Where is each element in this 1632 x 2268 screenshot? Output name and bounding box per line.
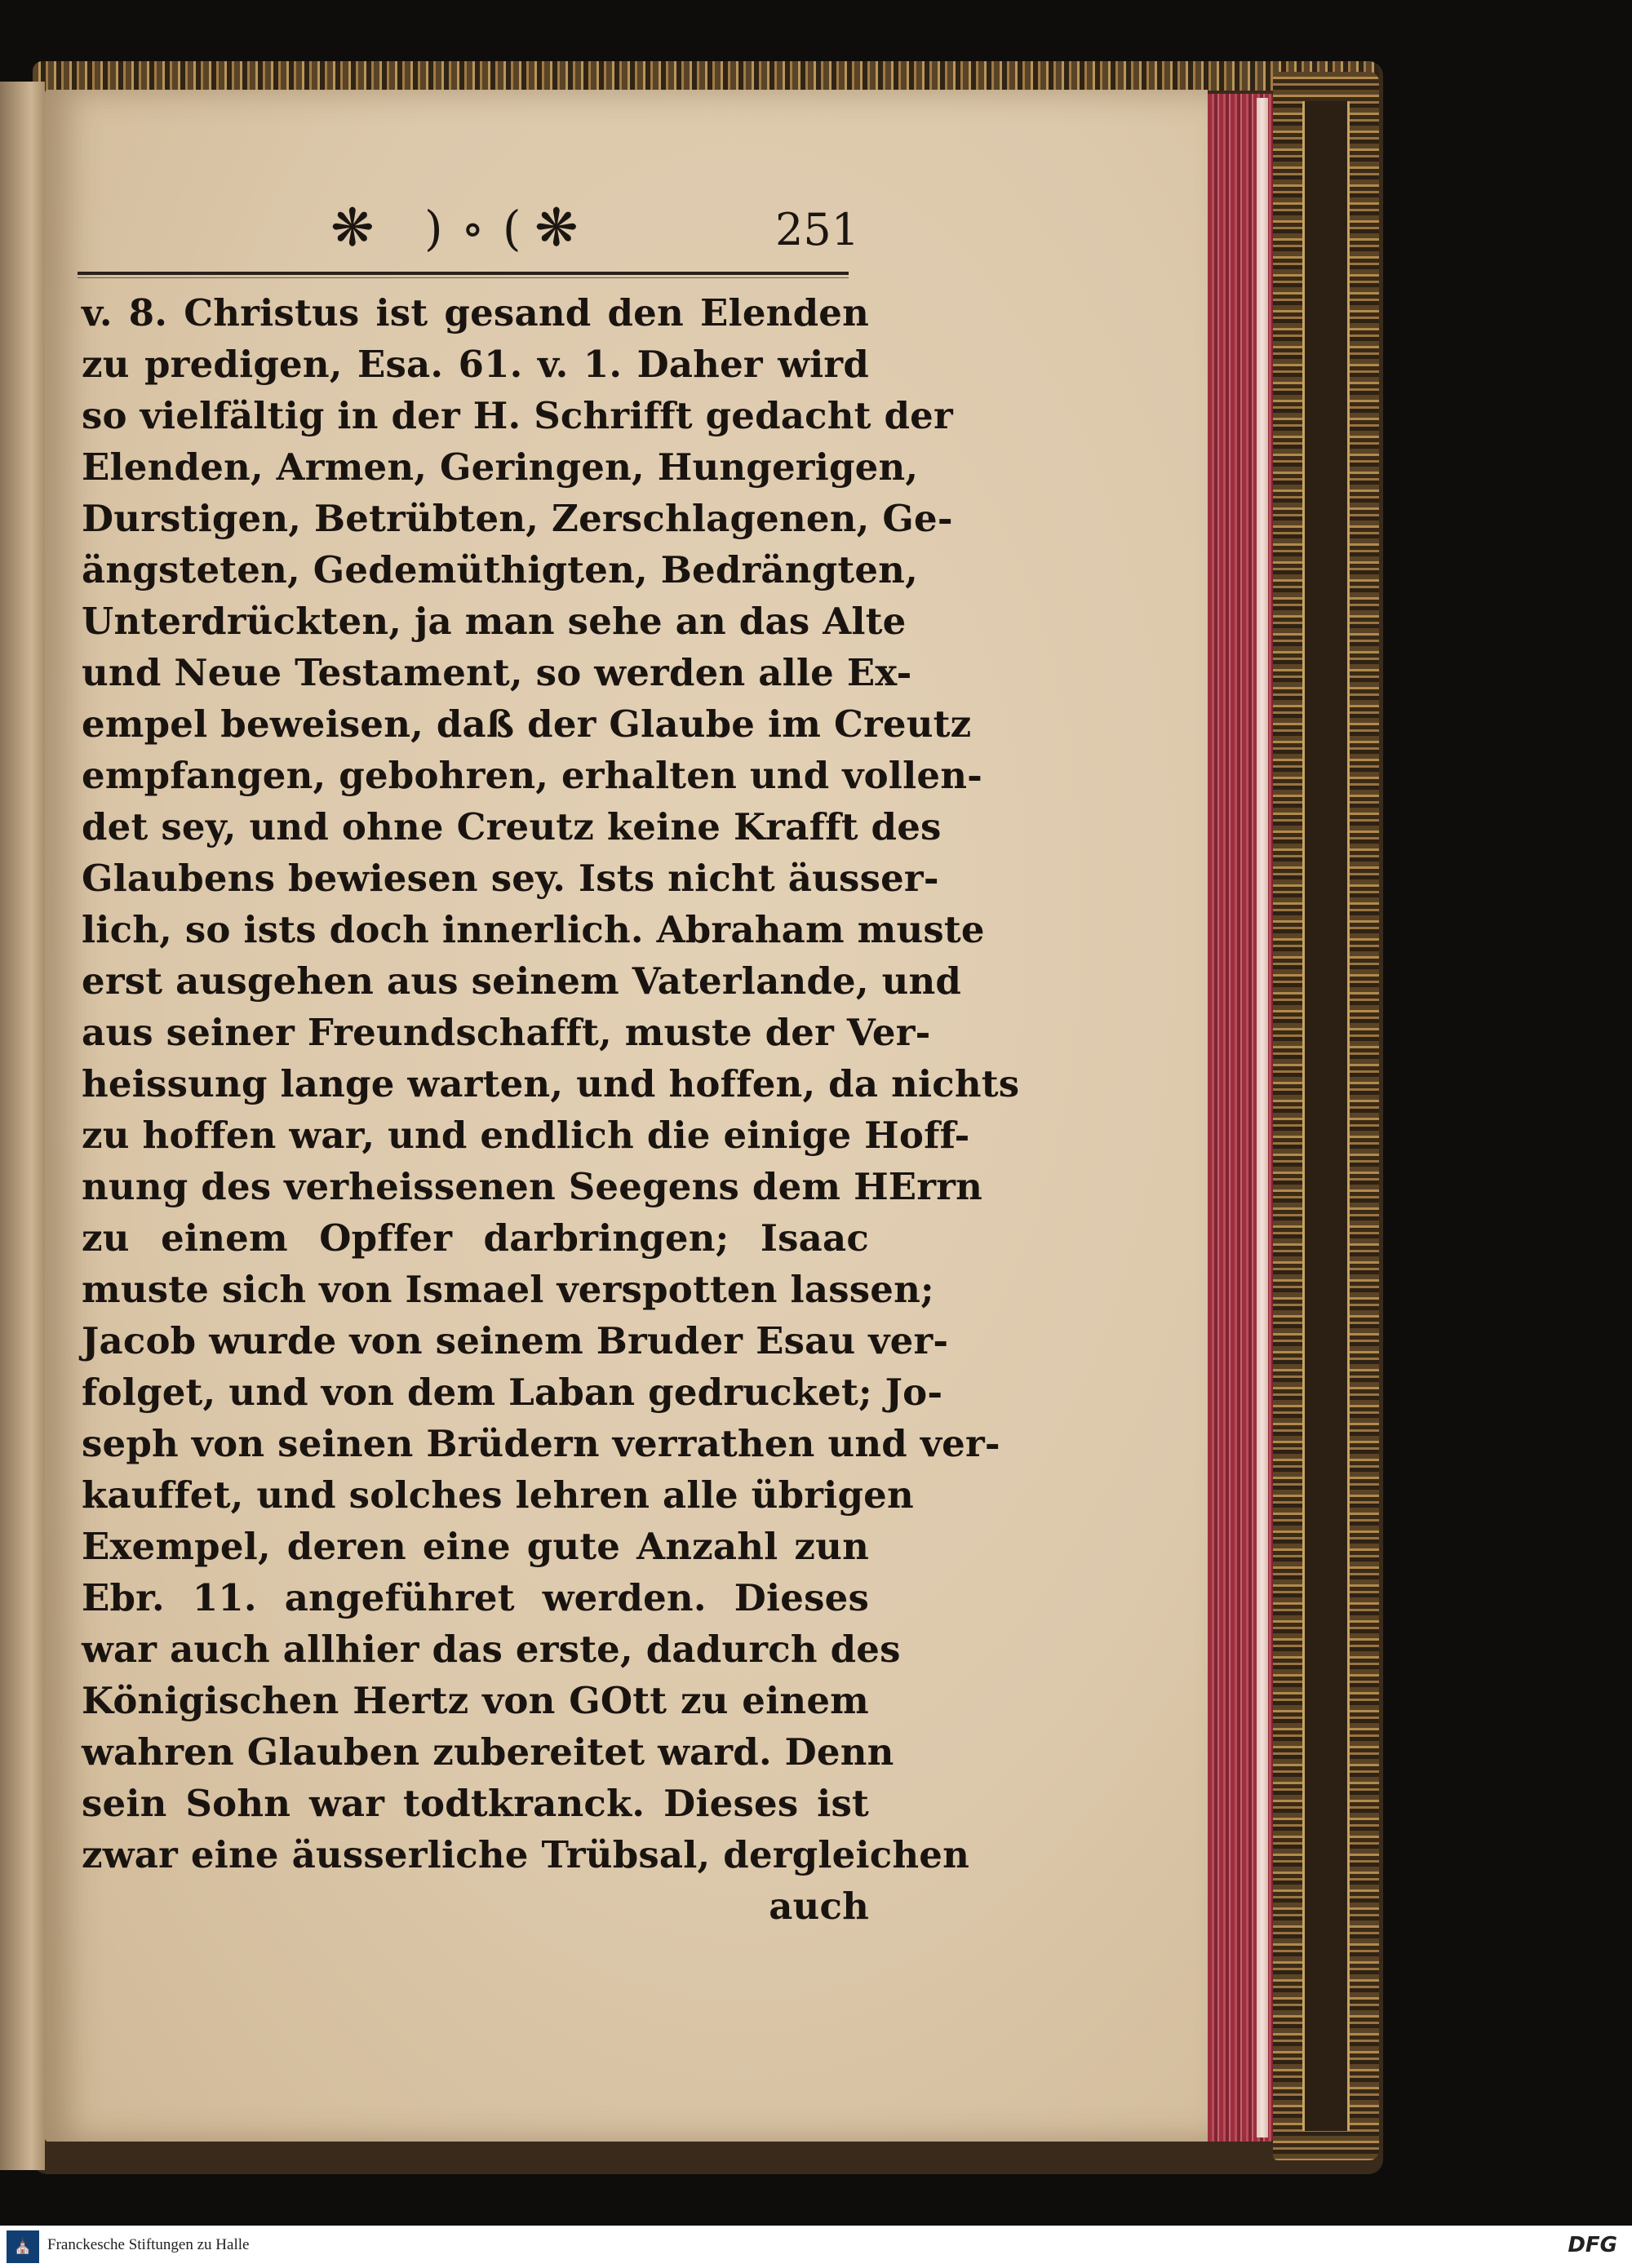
dfg-logo: DFG bbox=[1568, 2233, 1617, 2257]
text-line: war auch allhier das erste, dadurch des bbox=[82, 1628, 901, 1671]
facing-page-edge bbox=[0, 82, 45, 2170]
text-line: Jacob wurde von seinem Bruder Esau ver- bbox=[82, 1319, 949, 1362]
text-line: Durstigen, Betrübten, Zerschlagenen, Ge- bbox=[82, 497, 953, 540]
text-line: heissung lange warten, und hoffen, da nichts bbox=[82, 1062, 1020, 1105]
text-line: zu hoffen war, und endlich die einige Hoff- bbox=[82, 1114, 970, 1157]
institution-name: Franckesche Stiftungen zu Halle bbox=[47, 2236, 250, 2253]
text-line: und Neue Testament, so werden alle Ex- bbox=[82, 651, 912, 694]
text-line: Königischen Hertz von GOtt zu einem bbox=[82, 1679, 869, 1722]
page-edge-highlight bbox=[1257, 98, 1268, 2137]
header-ornament-left-icon: ❋ bbox=[330, 198, 376, 259]
footer-bar bbox=[0, 2226, 1632, 2268]
text-line: wahren Glauben zubereitet ward. Denn bbox=[82, 1730, 894, 1774]
text-line: so vielfältig in der H. Schrifft gedacht der bbox=[82, 394, 953, 437]
gilt-side-border bbox=[1273, 72, 1379, 2160]
text-line: zu einem Opffer darbringen; Isaac bbox=[82, 1216, 869, 1260]
text-line: sein Sohn war todtkranck. Dieses ist bbox=[82, 1782, 869, 1825]
page-number: 251 bbox=[775, 204, 860, 255]
text-line: erst ausgehen aus seinem Vaterlande, und bbox=[82, 959, 962, 1003]
text-line: Exempel, deren eine gute Anzahl zun bbox=[82, 1525, 869, 1568]
text-line: muste sich von Ismael verspotten lassen; bbox=[82, 1268, 934, 1311]
text-line: seph von seinen Brüdern verrathen und ver- bbox=[82, 1422, 1000, 1465]
text-line: zu predigen, Esa. 61. v. 1. Daher wird bbox=[82, 343, 869, 386]
catchword: auch bbox=[769, 1885, 869, 1928]
header-rule bbox=[78, 272, 849, 275]
text-line: v. 8. Christus ist gesand den Elenden bbox=[82, 291, 869, 334]
text-line: empfangen, gebohren, erhalten und vollen- bbox=[82, 754, 983, 797]
gilt-top-border bbox=[33, 61, 1379, 91]
text-line: det sey, und ohne Creutz keine Krafft des bbox=[82, 805, 942, 848]
text-line: aus seiner Freundschafft, muste der Ver- bbox=[82, 1011, 931, 1054]
text-line: ängsteten, Gedemüthigten, Bedrängten, bbox=[82, 548, 918, 591]
text-line: kauffet, und solches lehren alle übrigen bbox=[82, 1473, 914, 1517]
header-ornament-right-icon: ❋ bbox=[534, 198, 580, 259]
body-text bbox=[82, 287, 1020, 1932]
text-line: Unterdrückten, ja man sehe an das Alte bbox=[82, 600, 907, 643]
text-line: zwar eine äusserliche Trübsal, dergleichen bbox=[82, 1833, 970, 1876]
text-line: lich, so ists doch innerlich. Abraham muste bbox=[82, 908, 985, 951]
text-line: folget, und von dem Laban gedrucket; Jo- bbox=[82, 1371, 943, 1414]
text-line: empel beweisen, daß der Glaube im Creutz bbox=[82, 702, 972, 746]
header-ornament-center: ) ∘ ( bbox=[424, 201, 523, 256]
text-line: Ebr. 11. angeführet werden. Dieses bbox=[82, 1576, 869, 1619]
text-line: nung des verheissenen Seegens dem HErrn bbox=[82, 1165, 983, 1208]
text-line: Elenden, Armen, Geringen, Hungerigen, bbox=[82, 445, 919, 489]
institution-logo-icon: ⛪ bbox=[7, 2230, 39, 2263]
text-line: Glaubens bewiesen sey. Ists nicht äusser- bbox=[82, 857, 939, 900]
